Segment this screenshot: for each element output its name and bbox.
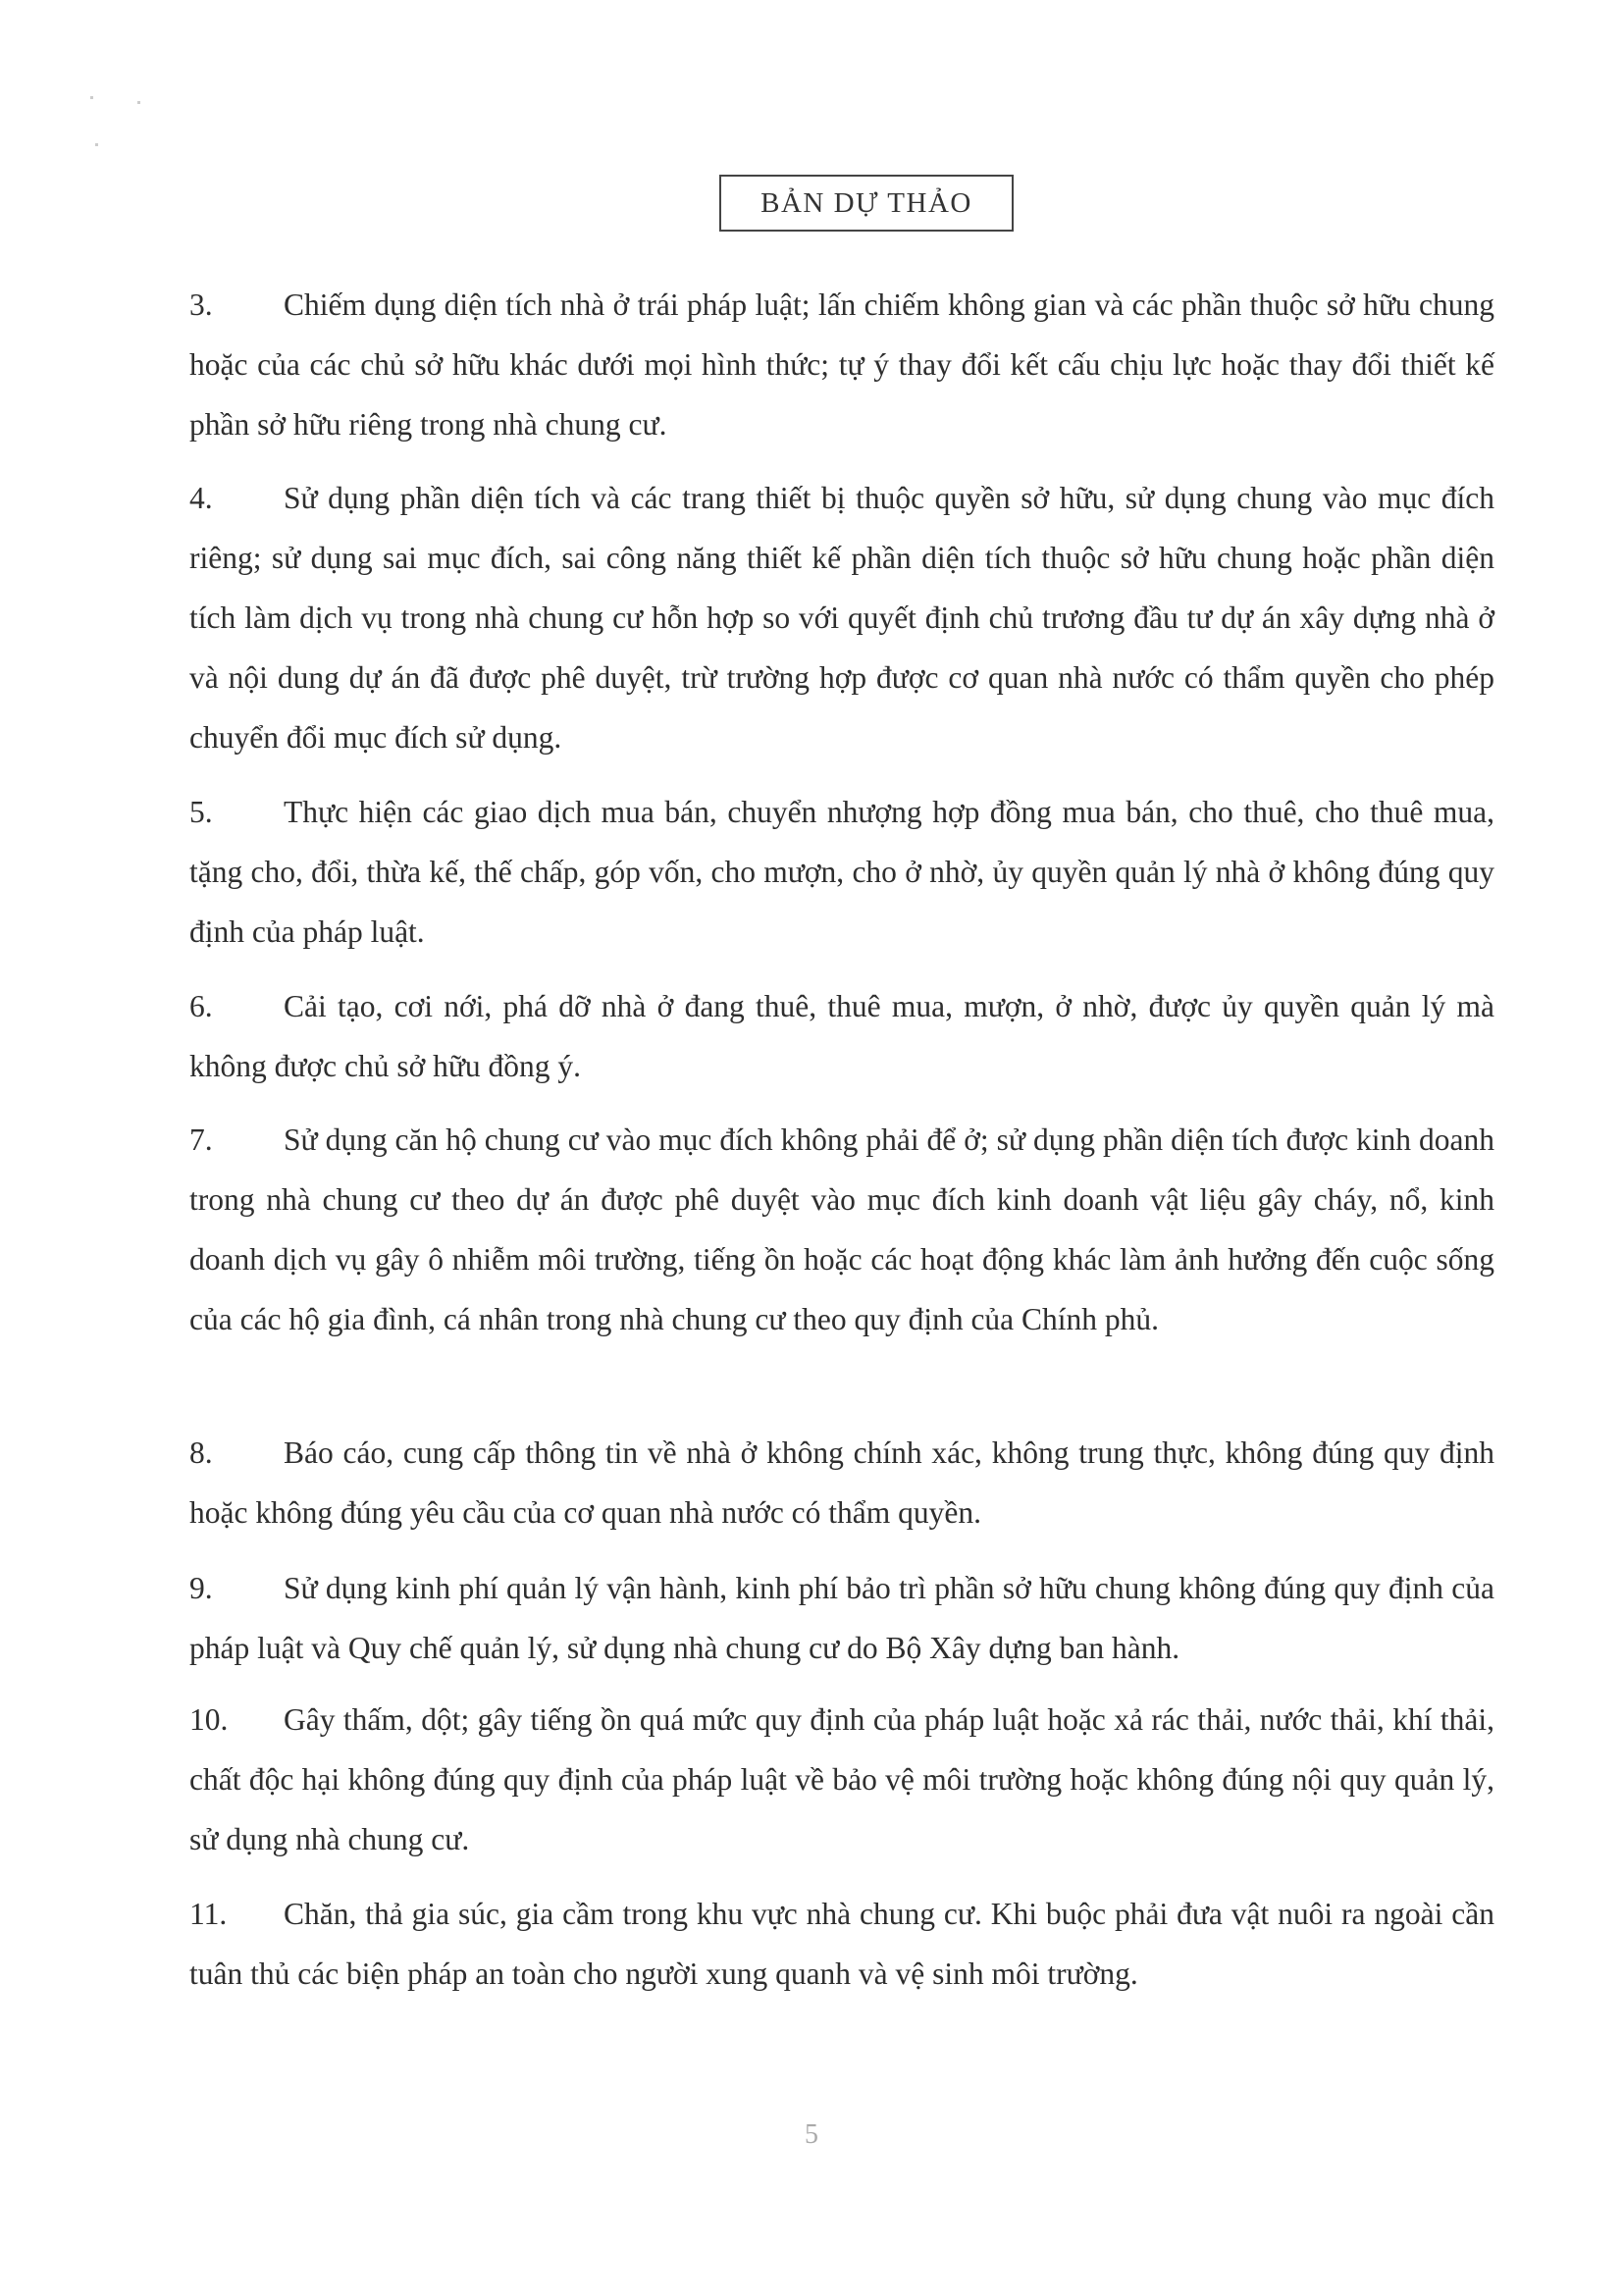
item-number: 6.	[189, 989, 213, 1023]
list-item	[189, 468, 1494, 767]
item-text: Gây thấm, dột; gây tiếng ồn quá mức quy định của pháp luật hoặc xả rác thải, nước thải, khí thải, chất độc hại không đúng quy định của pháp luật về bảo vệ môi trường hoặc không đúng nội quy quản lý, sử dụng nhà chung cư.	[189, 1702, 1494, 1856]
item-text: Sử dụng phần diện tích và các trang thiết bị thuộc quyền sở hữu, sử dụng chung vào mục đích riêng; sử dụng sai mục đích, sai công năng thiết kế phần diện tích thuộc sở hữu chung hoặc phần diện tích làm dịch vụ trong nhà chung cư hỗn hợp so với quyết định chủ trương đầu tư dự án xây dựng nhà ở và nội dung dự án đã được phê duyệt, trừ trường hợp được cơ quan nhà nước có thẩm quyền cho phép chuyển đổi mục đích sử dụng.	[189, 481, 1494, 755]
list-item	[189, 976, 1494, 1096]
list-item	[189, 275, 1494, 454]
item-number: 3.	[189, 287, 213, 322]
item-text: Chiếm dụng diện tích nhà ở trái pháp luật; lấn chiếm không gian và các phần thuộc sở hữu chung hoặc của các chủ sở hữu khác dưới mọi hình thức; tự ý thay đổi kết cấu chịu lực hoặc thay đổi thiết kế phần sở hữu riêng trong nhà chung cư.	[189, 287, 1494, 442]
item-text: Sử dụng kinh phí quản lý vận hành, kinh phí bảo trì phần sở hữu chung không đúng quy định của pháp luật và Quy chế quản lý, sử dụng nhà chung cư do Bộ Xây dựng ban hành.	[189, 1571, 1494, 1665]
list-item	[189, 782, 1494, 962]
scan-speck	[137, 101, 140, 104]
item-number: 9.	[189, 1571, 213, 1605]
item-number: 7.	[189, 1122, 213, 1157]
item-number: 4.	[189, 481, 213, 515]
list-item	[189, 1884, 1494, 2004]
scan-speck	[90, 96, 93, 99]
item-text: Cải tạo, cơi nới, phá dỡ nhà ở đang thuê, thuê mua, mượn, ở nhờ, được ủy quyền quản lý mà không được chủ sở hữu đồng ý.	[189, 989, 1494, 1083]
list-item	[189, 1690, 1494, 1869]
page-number: 5	[805, 2119, 818, 2150]
list-item	[189, 1110, 1494, 1349]
list-item	[189, 1423, 1494, 1542]
draft-label-box: BẢN DỰ THẢO	[719, 175, 1014, 232]
scan-speck	[95, 143, 98, 146]
item-number: 11.	[189, 1897, 228, 1931]
item-number: 5.	[189, 795, 213, 829]
list-item	[189, 1558, 1494, 1678]
item-number: 8.	[189, 1435, 213, 1470]
item-text: Thực hiện các giao dịch mua bán, chuyển nhượng hợp đồng mua bán, cho thuê, cho thuê mua, tặng cho, đổi, thừa kế, thế chấp, góp vốn, cho mượn, cho ở nhờ, ủy quyền quản lý nhà ở không đúng quy định của pháp luật.	[189, 795, 1494, 949]
item-number: 10.	[189, 1702, 229, 1737]
item-text: Sử dụng căn hộ chung cư vào mục đích không phải để ở; sử dụng phần diện tích được kinh doanh trong nhà chung cư theo dự án được phê duyệt vào mục đích kinh doanh vật liệu gây cháy, nổ, kinh doanh dịch vụ gây ô nhiễm môi trường, tiếng ồn hoặc các hoạt động khác làm ảnh hưởng đến cuộc sống của các hộ gia đình, cá nhân trong nhà chung cư theo quy định của Chính phủ.	[189, 1122, 1494, 1336]
item-text: Chăn, thả gia súc, gia cầm trong khu vực nhà chung cư. Khi buộc phải đưa vật nuôi ra ngoài cần tuân thủ các biện pháp an toàn cho người xung quanh và vệ sinh môi trường.	[189, 1897, 1494, 1991]
item-text: Báo cáo, cung cấp thông tin về nhà ở không chính xác, không trung thực, không đúng quy định hoặc không đúng yêu cầu của cơ quan nhà nước có thẩm quyền.	[189, 1435, 1494, 1530]
